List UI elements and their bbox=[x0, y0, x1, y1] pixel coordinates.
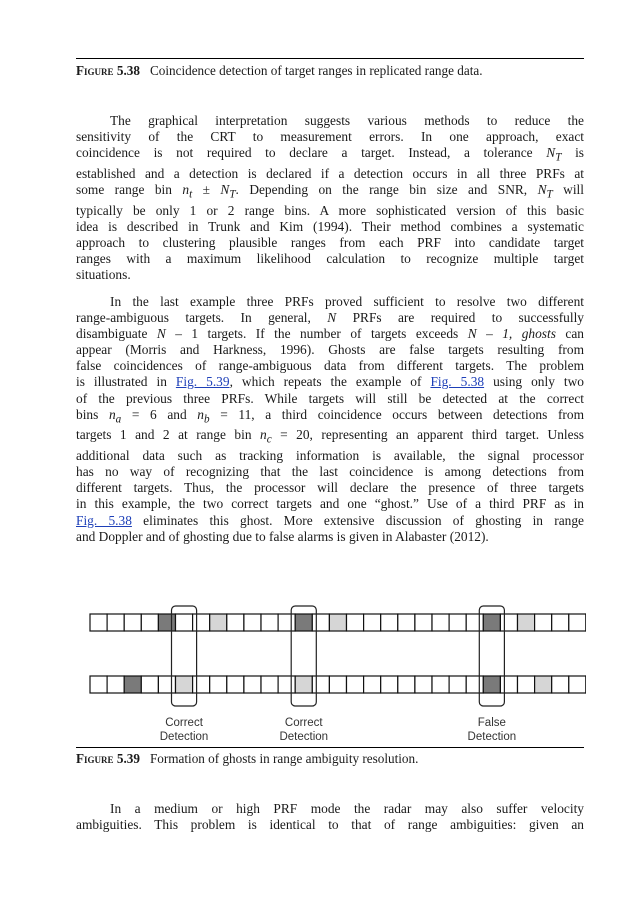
range-bin-cell bbox=[432, 614, 449, 631]
figure-5-38-caption bbox=[76, 63, 483, 79]
range-bin-cell bbox=[535, 676, 552, 693]
text-line: The graphical interpretation suggests various methods to reduce the bbox=[110, 113, 584, 128]
range-bin-cell bbox=[176, 614, 193, 631]
caption-number: 5.38 bbox=[116, 63, 140, 78]
range-bin-cell bbox=[124, 676, 141, 693]
caption-text: Formation of ghosts in range ambiguity resolution. bbox=[149, 751, 419, 766]
range-bin-cell bbox=[295, 614, 312, 631]
prf-row-1 bbox=[90, 614, 586, 631]
range-bin-cell bbox=[261, 676, 278, 693]
range-bin-cell bbox=[466, 676, 483, 693]
text-line: idea is described in Trunk and Kim (1994). Their method combines a systematic bbox=[76, 218, 584, 234]
range-bin-cell bbox=[193, 676, 210, 693]
range-bin-cell bbox=[158, 676, 175, 693]
range-bin-cell bbox=[141, 676, 158, 693]
range-bin-cell bbox=[210, 676, 227, 693]
text-line: ambiguities. This problem is identical to that of range ambiguities: given an bbox=[76, 817, 584, 833]
figure-5-39-caption bbox=[76, 751, 418, 767]
range-bin-cell bbox=[90, 676, 107, 693]
range-bin-cell bbox=[381, 614, 398, 631]
fig-5-38-link[interactable]: Fig. 5.38 bbox=[430, 374, 485, 390]
paragraph-1 bbox=[76, 113, 584, 283]
range-bin-cell bbox=[227, 614, 244, 631]
range-bin-cell bbox=[141, 614, 158, 631]
detection-label: Correct bbox=[284, 717, 323, 729]
range-bin-cell bbox=[398, 676, 415, 693]
range-bin-cell bbox=[261, 614, 278, 631]
range-bin-cell bbox=[500, 614, 517, 631]
range-bin-cell bbox=[312, 676, 329, 693]
range-bin-cell bbox=[569, 614, 586, 631]
range-bin-cell bbox=[381, 676, 398, 693]
figure-rule bbox=[76, 747, 584, 748]
text-line: ranges with a maximum likelihood calculation to recognize multiple target bbox=[76, 251, 584, 267]
range-bin-cell bbox=[227, 676, 244, 693]
text-line: In the last example three PRFs proved sufficient to resolve two different bbox=[110, 294, 584, 309]
text-line: additional data such as tracking information is available, the signal processor bbox=[76, 448, 584, 464]
range-bin-cell bbox=[466, 614, 483, 631]
text-line: typically be only 1 or 2 range bins. A more sophisticated version of this basic bbox=[76, 202, 584, 218]
range-bin-cell bbox=[329, 676, 346, 693]
range-bin-cell bbox=[278, 676, 295, 693]
range-bin-cell bbox=[295, 676, 312, 693]
text-line: situations. bbox=[76, 267, 131, 283]
range-bin-cell bbox=[278, 614, 295, 631]
range-bin-cell bbox=[364, 676, 381, 693]
range-bin-cell bbox=[347, 614, 364, 631]
range-bin-cell bbox=[124, 614, 141, 631]
paragraph-2 bbox=[76, 294, 584, 545]
range-bin-cell bbox=[449, 676, 466, 693]
text-line: different targets. Thus, the processor will declare the presence of three targets bbox=[76, 480, 584, 496]
text-line: In a medium or high PRF mode the radar may also suffer velocity bbox=[110, 801, 584, 816]
caption-text: Coincidence detection of target ranges in replicated range data. bbox=[149, 63, 483, 78]
range-bin-cell bbox=[552, 614, 569, 631]
top-rule bbox=[76, 58, 584, 59]
range-bin-cell bbox=[347, 676, 364, 693]
caption-number: 5.39 bbox=[116, 751, 140, 766]
detection-label: Detection bbox=[279, 731, 329, 743]
caption-label: Figure bbox=[76, 751, 114, 766]
text-line: is illustrated in Fig. 5.39, which repeats the example of Fig. 5.38 using only two bbox=[76, 374, 585, 390]
range-bin-cell bbox=[449, 614, 466, 631]
range-bin-cell bbox=[535, 614, 552, 631]
range-bin-cell bbox=[364, 614, 381, 631]
text-line: range-ambiguous targets. In general, N PRFs are required to successfully bbox=[76, 310, 584, 326]
range-bin-cell bbox=[500, 676, 517, 693]
range-bin-cell bbox=[107, 676, 124, 693]
range-bin-cell bbox=[398, 614, 415, 631]
text-line: some range bin $n_t \pm N_T$. Depending on the range bin size and SNR, $N_T$ will bbox=[76, 182, 585, 201]
range-bin-cell bbox=[415, 676, 432, 693]
range-bin-cell bbox=[158, 614, 175, 631]
detection-label: Correct bbox=[165, 717, 203, 729]
range-bin-cell bbox=[518, 676, 535, 693]
text-line: and Doppler and of ghosting due to false alarms is given in Alabaster (2012). bbox=[76, 528, 489, 544]
text-line: established and a detection is declared if a detection occurs in all three PRFs at bbox=[76, 165, 584, 181]
text-line: approach to clustering plausible ranges from each PRF into candidate target bbox=[76, 235, 584, 250]
range-bin-cell bbox=[329, 614, 346, 631]
text-line: disambiguate N – 1 targets. If the number of targets exceeds N – 1, ghosts can bbox=[76, 326, 584, 342]
text-line: Fig. 5.38 eliminates this ghost. More extensive discussion of ghosting in range bbox=[76, 512, 584, 528]
fig-5-38-link[interactable]: Fig. 5.38 bbox=[76, 512, 132, 528]
detection-label: False bbox=[477, 717, 506, 729]
figure-5-39 bbox=[76, 598, 586, 748]
range-bin-cell bbox=[244, 614, 261, 631]
text-line: false coincidences of range-ambiguous data from different targets. The problem bbox=[76, 358, 584, 374]
text-line: has no way of recognizing that the last coincidence is among detections from bbox=[76, 464, 584, 480]
text-line: bins $n_a = 6$ and $n_b = 11$, a third coincidence occurs between detections from bbox=[76, 406, 584, 426]
range-bin-cell bbox=[193, 614, 210, 631]
range-bin-cell bbox=[483, 614, 500, 631]
range-bin-cell bbox=[90, 614, 107, 631]
range-bin-cell bbox=[312, 614, 329, 631]
text-line: coincidence is not required to declare a target. Instead, a tolerance $N_T$ is bbox=[76, 145, 584, 164]
range-bin-cell bbox=[244, 676, 261, 693]
paragraph-3 bbox=[76, 801, 584, 833]
fig-5-39-link[interactable]: Fig. 5.39 bbox=[175, 374, 230, 390]
text-line: sensitivity of the CRT to measurement errors. In one approach, exact bbox=[76, 129, 584, 145]
detection-label: Detection bbox=[467, 731, 517, 743]
text-line: targets 1 and 2 at range bin $n_c = 20$, representing an apparent third target. Unless bbox=[76, 427, 584, 447]
caption-label: Figure bbox=[76, 63, 114, 78]
prf-row-2 bbox=[90, 676, 586, 693]
range-bin-cell bbox=[518, 614, 535, 631]
range-bin-cell bbox=[552, 676, 569, 693]
text-line: in this example, the two correct targets and one “ghost.” Use of a third PRF as in bbox=[76, 496, 584, 512]
range-bin-cell bbox=[432, 676, 449, 693]
range-bin-cell bbox=[210, 614, 227, 631]
range-bin-cell bbox=[569, 676, 586, 693]
range-bin-cell bbox=[415, 614, 432, 631]
detection-labels bbox=[160, 717, 516, 743]
range-bin-cell bbox=[176, 676, 193, 693]
text-line: of the previous three PRFs. While targets will still be detected at the correct bbox=[76, 390, 584, 406]
detection-label: Detection bbox=[159, 731, 209, 743]
text-line: appear (Morris and Harkness, 1996). Ghosts are false targets resulting from bbox=[76, 342, 584, 358]
range-bin-cell bbox=[107, 614, 124, 631]
range-bin-cell bbox=[483, 676, 500, 693]
